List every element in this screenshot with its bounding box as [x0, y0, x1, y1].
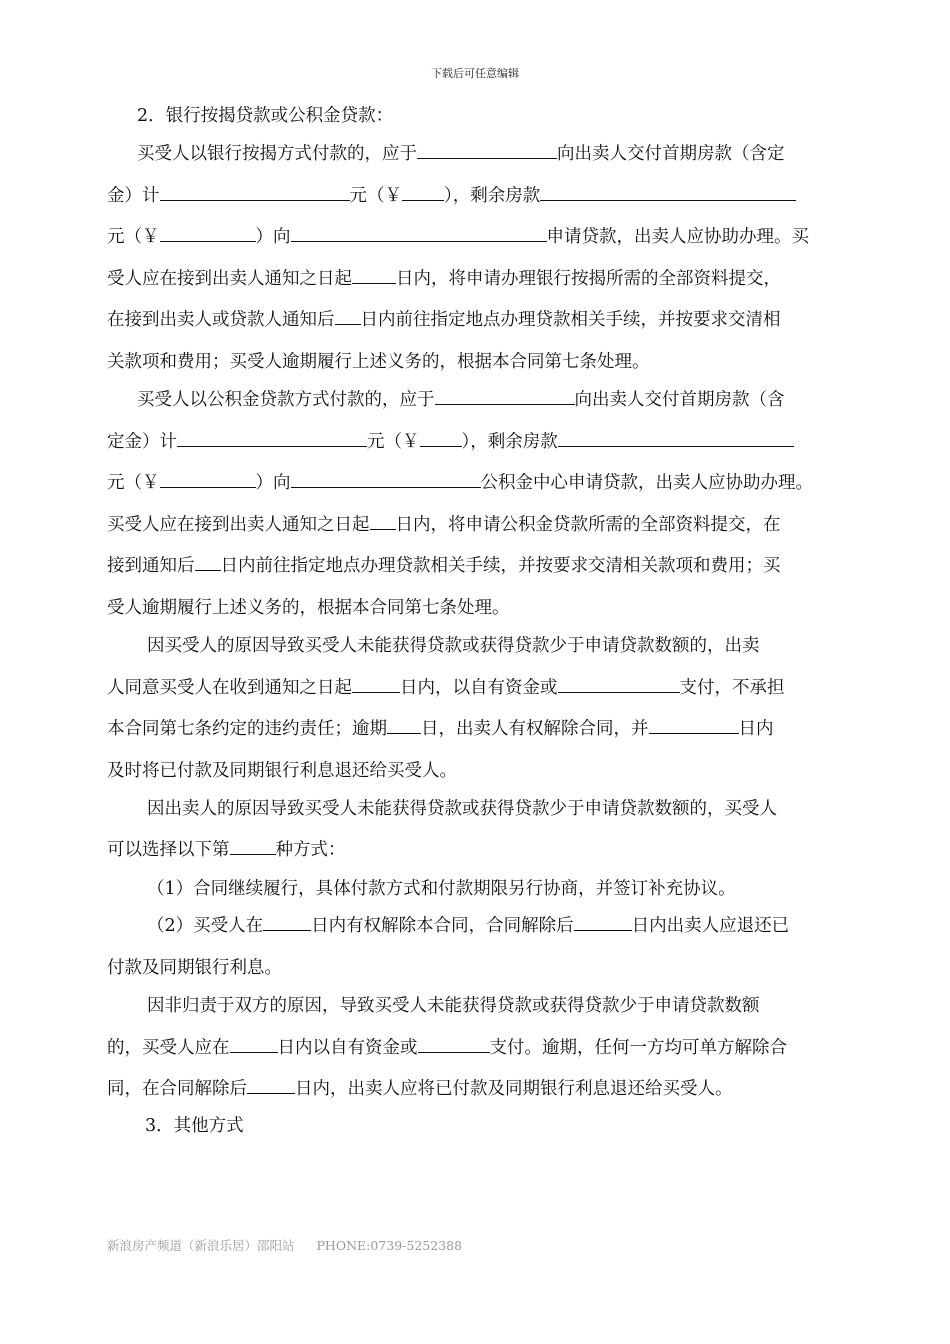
text-line [107, 838, 346, 862]
text-segment: 付款及同期银行利息。 [107, 958, 282, 978]
text-segment: 日内 [738, 719, 774, 739]
text-line [137, 142, 785, 166]
text-line [107, 554, 781, 578]
fill-in-blank[interactable] [558, 430, 794, 447]
page-footer [107, 1236, 462, 1254]
text-line [147, 634, 760, 658]
text-segment: 支付，不承担 [679, 678, 785, 698]
fill-in-blank[interactable] [387, 717, 421, 734]
fill-in-blank[interactable] [230, 838, 276, 855]
text-segment: 支付。逾期，任何一方均可单方解除合 [489, 1038, 787, 1058]
text-segment: 2．银行按揭贷款或公积金贷款： [137, 106, 394, 126]
text-segment: （1）合同继续履行，具体付款方式和付款期限另行协商，并签订补充协议。 [147, 879, 736, 899]
text-line [107, 717, 774, 741]
text-segment: 关款项和费用；买受人逾期履行上述义务的，根据本合同第七条处理。 [107, 352, 650, 372]
text-segment: 受人逾期履行上述义务的，根据本合同第七条处理。 [107, 598, 510, 618]
text-segment: ）向 [255, 473, 291, 493]
fill-in-blank[interactable] [435, 388, 575, 405]
text-line [107, 513, 781, 537]
text-line [107, 1036, 787, 1060]
text-segment: 同，在合同解除后 [107, 1079, 247, 1099]
text-segment: 元（￥ [107, 473, 160, 493]
fill-in-blank[interactable] [402, 184, 444, 201]
text-line [147, 994, 760, 1018]
text-segment: 日内有权解除本合同，合同解除后 [311, 916, 574, 936]
fill-in-blank[interactable] [417, 142, 557, 159]
text-segment: 接到通知后 [107, 556, 195, 576]
text-segment: 及时将已付款及同期银行利息退还给买受人。 [107, 761, 457, 781]
fill-in-blank[interactable] [418, 1036, 490, 1053]
text-line [137, 104, 393, 128]
text-segment: 日内出卖人应退还已 [631, 916, 790, 936]
fill-in-blank[interactable] [291, 471, 481, 488]
fill-in-blank[interactable] [352, 676, 400, 693]
footer-site: 新浪房产频道（新浪乐居）邵阳站 [107, 1238, 295, 1253]
text-line [107, 956, 282, 980]
fill-in-blank[interactable] [649, 717, 739, 734]
text-line [107, 308, 781, 332]
text-line [107, 225, 809, 249]
text-segment: 因非归责于双方的原因，导致买受人未能获得贷款或获得贷款少于申请贷款数额 [147, 996, 760, 1016]
text-segment: 3．其他方式 [145, 1116, 244, 1136]
text-segment: 元（￥ [349, 186, 402, 206]
text-line [107, 471, 813, 495]
text-line [147, 797, 777, 821]
text-segment: 受人应在接到出卖人通知之日起 [107, 269, 352, 289]
text-segment: 日内，出卖人应将已付款及同期银行利息退还给买受人。 [295, 1079, 733, 1099]
text-segment: 元（￥ [367, 432, 420, 452]
text-line [147, 877, 736, 901]
text-segment: 日，出卖人有权解除合同，并 [421, 719, 649, 739]
text-segment: ）向 [255, 227, 291, 247]
text-segment: （2）买受人在 [147, 916, 264, 936]
text-segment: 日内前往指定地点办理贷款相关手续，并按要求交清相关款项和费用；买 [220, 556, 781, 576]
text-segment: 因买受人的原因导致买受人未能获得贷款或获得贷款少于申请贷款数额的，出卖 [147, 636, 760, 656]
fill-in-blank[interactable] [230, 1036, 278, 1053]
text-line [107, 267, 781, 291]
text-segment: 日内以自有资金或 [277, 1038, 418, 1058]
fill-in-blank[interactable] [263, 914, 311, 931]
fill-in-blank[interactable] [247, 1077, 295, 1094]
fill-in-blank[interactable] [352, 267, 396, 284]
fill-in-blank[interactable] [291, 225, 547, 242]
text-line [137, 388, 785, 412]
text-segment: 在接到出卖人或贷款人通知后 [107, 310, 335, 330]
text-line [107, 430, 794, 454]
text-line [107, 184, 796, 208]
text-line [107, 676, 785, 700]
text-segment: 日内，以自有资金或 [400, 678, 558, 698]
text-segment: 日内，将申请公积金贷款所需的全部资料提交，在 [395, 515, 781, 535]
text-line [147, 914, 789, 938]
fill-in-blank[interactable] [574, 914, 632, 931]
text-segment: 日内前往指定地点办理贷款相关手续，并按要求交清相 [360, 310, 781, 330]
fill-in-blank[interactable] [177, 430, 367, 447]
text-line [107, 596, 510, 620]
text-segment: 申请贷款，出卖人应协助办理。买 [546, 227, 809, 247]
text-segment: 本合同第七条约定的违约责任；逾期 [107, 719, 387, 739]
text-segment: 元（￥ [107, 227, 160, 247]
text-segment: 买受人以银行按揭方式付款的，应于 [137, 144, 417, 164]
text-segment: 因出卖人的原因导致买受人未能获得贷款或获得贷款少于申请贷款数额的，买受人 [147, 799, 777, 819]
text-segment: 买受人应在接到出卖人通知之日起 [107, 515, 370, 535]
text-line [145, 1114, 244, 1138]
text-line [107, 759, 457, 783]
text-segment: 人同意买受人在收到通知之日起 [107, 678, 352, 698]
text-line [107, 350, 650, 374]
fill-in-blank[interactable] [160, 225, 256, 242]
text-line [107, 1077, 733, 1101]
fill-in-blank[interactable] [160, 471, 256, 488]
text-segment: 买受人以公积金贷款方式付款的，应于 [137, 390, 435, 410]
fill-in-blank[interactable] [370, 513, 396, 530]
text-segment: 日内，将申请办理银行按揭所需的全部资料提交， [396, 269, 781, 289]
text-segment: 向出卖人交付首期房款（含定 [557, 144, 785, 164]
fill-in-blank[interactable] [335, 308, 361, 325]
text-segment: 种方式： [275, 840, 346, 860]
fill-in-blank[interactable] [160, 184, 350, 201]
fill-in-blank[interactable] [420, 430, 462, 447]
text-segment: 公积金中心申请贷款，出卖人应协助办理。 [480, 473, 813, 493]
text-segment: 定金）计 [107, 432, 177, 452]
text-segment: ），剩余房款 [444, 186, 541, 206]
text-segment: 向出卖人交付首期房款（含 [574, 390, 785, 410]
text-segment: 的，买受人应在 [107, 1038, 230, 1058]
text-segment: ），剩余房款 [461, 432, 558, 452]
fill-in-blank[interactable] [558, 676, 680, 693]
text-segment: 可以选择以下第 [107, 840, 230, 860]
page-header: 下载后可任意编辑 [431, 67, 519, 80]
text-segment: 金）计 [107, 186, 160, 206]
fill-in-blank[interactable] [540, 184, 796, 201]
footer-phone: PHONE:0739-5252388 [316, 1238, 463, 1253]
fill-in-blank[interactable] [195, 554, 221, 571]
